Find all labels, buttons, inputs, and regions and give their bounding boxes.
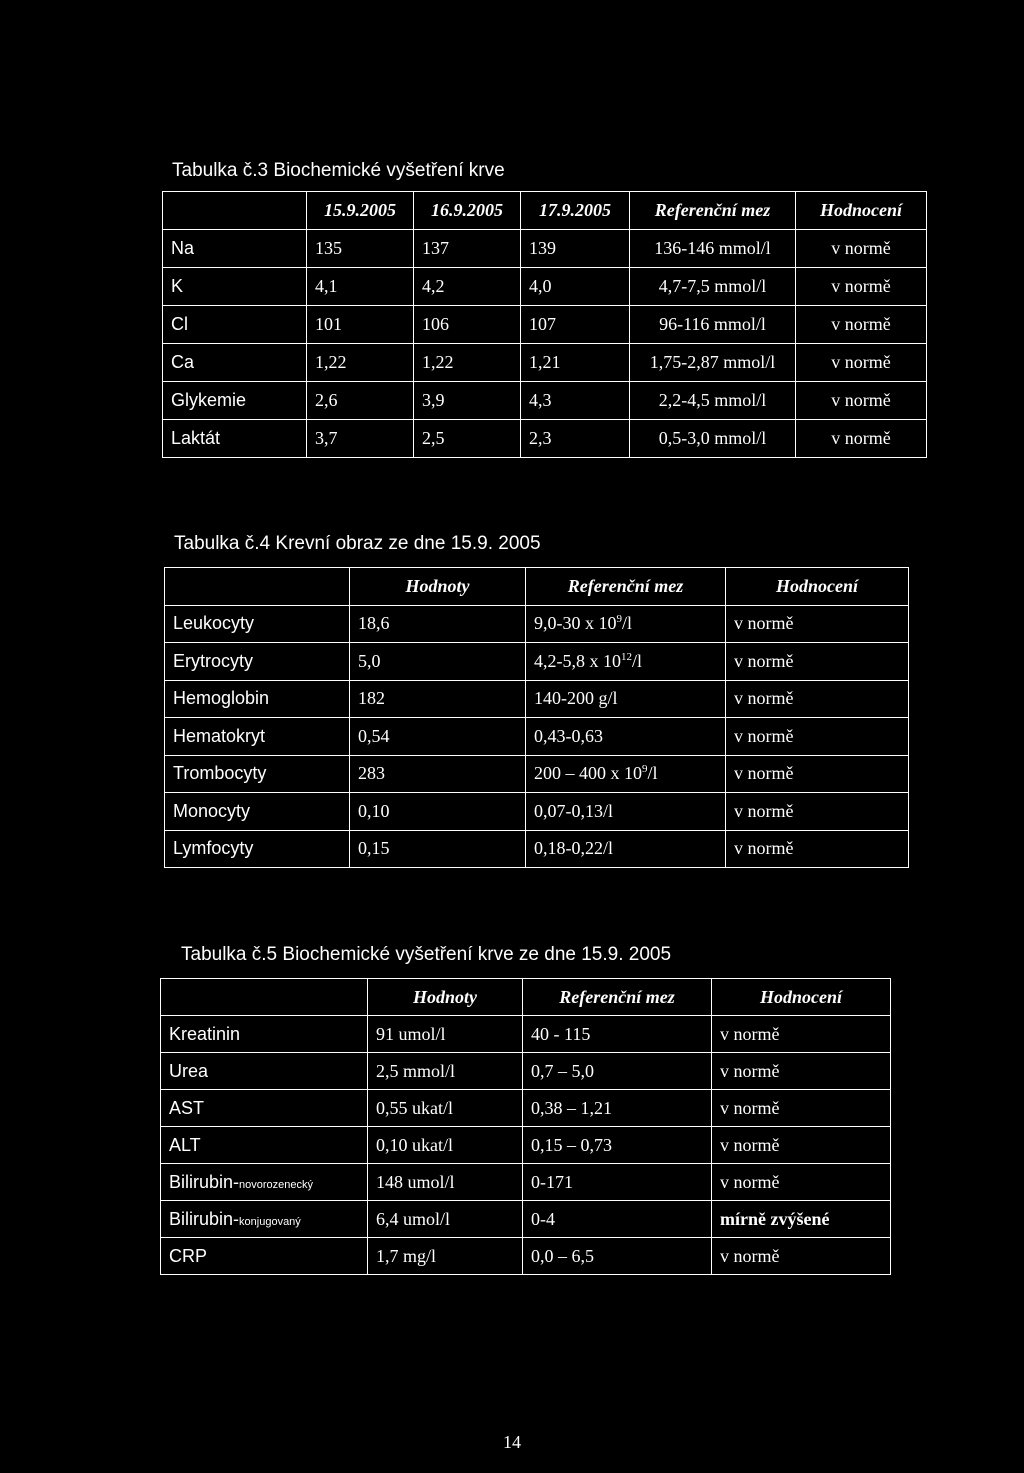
reference-cell bbox=[526, 718, 726, 756]
row-label-text: Urea bbox=[169, 1060, 209, 1081]
reference-cell bbox=[526, 830, 726, 868]
reference-exponent: 12 bbox=[621, 650, 632, 663]
evaluation-cell: v normě bbox=[726, 793, 909, 831]
value-cell: 0,54 bbox=[350, 718, 526, 756]
table-cell: 4,7-7,5 mmol/l bbox=[630, 268, 796, 306]
table-cell: 2,2-4,5 mmol/l bbox=[630, 382, 796, 420]
table-row bbox=[165, 680, 909, 718]
value-cell: 5,0 bbox=[350, 643, 526, 681]
reference-cell bbox=[526, 605, 726, 643]
table-cell: 101 bbox=[307, 306, 414, 344]
reference-exponent: 9 bbox=[616, 613, 622, 626]
table-row bbox=[165, 718, 909, 756]
value-cell: 91 umol/l bbox=[368, 1016, 523, 1053]
table-row bbox=[163, 344, 927, 382]
row-label bbox=[161, 1016, 368, 1053]
evaluation-cell: v normě bbox=[712, 1164, 891, 1201]
row-label bbox=[161, 1127, 368, 1164]
table-row bbox=[163, 420, 927, 458]
table-cell: 1,75-2,87 mmol/l bbox=[630, 344, 796, 382]
table-row bbox=[161, 1201, 891, 1238]
value-cell: 6,4 umol/l bbox=[368, 1201, 523, 1238]
evaluation-cell: v normě bbox=[712, 1090, 891, 1127]
table-cell: v normě bbox=[796, 344, 927, 382]
row-label-text: AST bbox=[169, 1097, 205, 1118]
table-row bbox=[165, 643, 909, 681]
blood-count-table bbox=[164, 567, 909, 868]
column-header bbox=[163, 192, 307, 230]
value-cell: 1,7 mg/l bbox=[368, 1238, 523, 1275]
row-label bbox=[161, 1201, 368, 1238]
table-row bbox=[161, 1016, 891, 1053]
table-row bbox=[165, 605, 909, 643]
table-row bbox=[163, 306, 927, 344]
evaluation-cell: v normě bbox=[726, 680, 909, 718]
table-header-row bbox=[165, 568, 909, 606]
table-cell: 2,3 bbox=[521, 420, 630, 458]
row-label: Laktát bbox=[163, 420, 307, 458]
row-label bbox=[161, 1090, 368, 1127]
table3-caption: Tabulka č.3 Biochemické vyšetření krve bbox=[172, 160, 505, 181]
reference-cell: 0,38 – 1,21 bbox=[523, 1090, 712, 1127]
column-header bbox=[161, 979, 368, 1016]
page-number: 14 bbox=[503, 1432, 521, 1452]
reference-text: 4,2-5,8 x 10 bbox=[534, 650, 621, 671]
row-label-text: CRP bbox=[169, 1245, 208, 1266]
table-row bbox=[161, 1127, 891, 1164]
row-label: Monocyty bbox=[165, 793, 350, 831]
table-cell: 106 bbox=[414, 306, 521, 344]
table-cell: v normě bbox=[796, 230, 927, 268]
table4-caption: Tabulka č.4 Krevní obraz ze dne 15.9. 2005 bbox=[174, 533, 541, 554]
table-cell: 3,7 bbox=[307, 420, 414, 458]
column-header: Hodnocení bbox=[796, 192, 927, 230]
table-row bbox=[161, 1238, 891, 1275]
row-label: Lymfocyty bbox=[165, 830, 350, 868]
table-row bbox=[161, 1053, 891, 1090]
reference-unit: /l bbox=[647, 763, 658, 784]
column-header: 15.9.2005 bbox=[307, 192, 414, 230]
table-cell: 137 bbox=[414, 230, 521, 268]
evaluation-cell: v normě bbox=[726, 830, 909, 868]
row-label: Erytrocyty bbox=[165, 643, 350, 681]
reference-cell: 0-4 bbox=[523, 1201, 712, 1238]
table-row bbox=[161, 1164, 891, 1201]
reference-unit: /l bbox=[632, 650, 643, 671]
reference-cell bbox=[526, 643, 726, 681]
table-cell: 0,5-3,0 mmol/l bbox=[630, 420, 796, 458]
table-cell: 1,22 bbox=[307, 344, 414, 382]
column-header bbox=[165, 568, 350, 606]
table-cell: 2,5 bbox=[414, 420, 521, 458]
evaluation-cell: v normě bbox=[726, 643, 909, 681]
column-header: 17.9.2005 bbox=[521, 192, 630, 230]
column-header: Hodnoty bbox=[350, 568, 526, 606]
row-label: Cl bbox=[163, 306, 307, 344]
table-header-row bbox=[163, 192, 927, 230]
column-header: Hodnocení bbox=[726, 568, 909, 606]
table-row bbox=[163, 268, 927, 306]
row-label-text: Kreatinin bbox=[169, 1023, 241, 1044]
table-header-row bbox=[161, 979, 891, 1016]
value-cell: 182 bbox=[350, 680, 526, 718]
reference-unit: /l bbox=[622, 613, 633, 634]
evaluation-cell: v normě bbox=[726, 755, 909, 793]
reference-cell: 40 - 115 bbox=[523, 1016, 712, 1053]
table-cell: 136-146 mmol/l bbox=[630, 230, 796, 268]
table-row bbox=[163, 382, 927, 420]
row-label-text: Bilirubin- bbox=[169, 1208, 240, 1229]
row-label-subscript: novorozenecký bbox=[239, 1178, 314, 1191]
table-cell: 139 bbox=[521, 230, 630, 268]
table-cell: 4,0 bbox=[521, 268, 630, 306]
table-cell: 3,9 bbox=[414, 382, 521, 420]
row-label bbox=[161, 1164, 368, 1201]
evaluation-cell: v normě bbox=[726, 718, 909, 756]
table-cell: 1,22 bbox=[414, 344, 521, 382]
reference-text: 9,0-30 x 10 bbox=[534, 613, 617, 634]
reference-text: 0,43-0,63 bbox=[534, 725, 603, 746]
row-label: Hematokryt bbox=[165, 718, 350, 756]
reference-cell: 0,15 – 0,73 bbox=[523, 1127, 712, 1164]
evaluation-cell: mírně zvýšené bbox=[712, 1201, 891, 1238]
row-label bbox=[161, 1053, 368, 1090]
reference-cell: 0,0 – 6,5 bbox=[523, 1238, 712, 1275]
table-cell: 4,1 bbox=[307, 268, 414, 306]
table5-caption: Tabulka č.5 Biochemické vyšetření krve ze dne 15.9. 2005 bbox=[181, 944, 672, 965]
reference-text: 140-200 g/l bbox=[534, 688, 618, 709]
table-cell: 4,3 bbox=[521, 382, 630, 420]
value-cell: 0,10 bbox=[350, 793, 526, 831]
reference-exponent: 9 bbox=[642, 763, 648, 776]
table-cell: 2,6 bbox=[307, 382, 414, 420]
biochemistry-day-table bbox=[160, 978, 891, 1275]
biochemistry-table bbox=[162, 191, 927, 458]
value-cell: 0,55 ukat/l bbox=[368, 1090, 523, 1127]
table-cell: 4,2 bbox=[414, 268, 521, 306]
column-header: Referenční mez bbox=[523, 979, 712, 1016]
table-cell: 1,21 bbox=[521, 344, 630, 382]
evaluation-cell: v normě bbox=[712, 1053, 891, 1090]
table-row bbox=[165, 793, 909, 831]
reference-cell bbox=[526, 793, 726, 831]
reference-text: 0,07-0,13/l bbox=[534, 800, 613, 821]
row-label-subscript: konjugovaný bbox=[239, 1215, 301, 1228]
value-cell: 283 bbox=[350, 755, 526, 793]
column-header: 16.9.2005 bbox=[414, 192, 521, 230]
table-cell: v normě bbox=[796, 420, 927, 458]
table-row bbox=[163, 230, 927, 268]
table-cell: 135 bbox=[307, 230, 414, 268]
table-row bbox=[165, 830, 909, 868]
reference-cell bbox=[526, 680, 726, 718]
value-cell: 2,5 mmol/l bbox=[368, 1053, 523, 1090]
column-header: Hodnocení bbox=[712, 979, 891, 1016]
reference-text: 0,18-0,22/l bbox=[534, 838, 613, 859]
table-cell: v normě bbox=[796, 268, 927, 306]
reference-cell: 0,7 – 5,0 bbox=[523, 1053, 712, 1090]
evaluation-cell: v normě bbox=[712, 1238, 891, 1275]
row-label: Leukocyty bbox=[165, 605, 350, 643]
value-cell: 0,15 bbox=[350, 830, 526, 868]
column-header: Referenční mez bbox=[526, 568, 726, 606]
table-cell: 96-116 mmol/l bbox=[630, 306, 796, 344]
table-cell: v normě bbox=[796, 306, 927, 344]
row-label-text: ALT bbox=[169, 1134, 201, 1155]
reference-text: 200 – 400 x 10 bbox=[534, 763, 642, 784]
row-label: Ca bbox=[163, 344, 307, 382]
evaluation-cell: v normě bbox=[712, 1016, 891, 1053]
value-cell: 148 umol/l bbox=[368, 1164, 523, 1201]
table-row bbox=[161, 1090, 891, 1127]
table-cell: 107 bbox=[521, 306, 630, 344]
row-label bbox=[161, 1238, 368, 1275]
reference-cell bbox=[526, 755, 726, 793]
row-label: Na bbox=[163, 230, 307, 268]
table-cell: v normě bbox=[796, 382, 927, 420]
evaluation-cell: v normě bbox=[726, 605, 909, 643]
row-label: Trombocyty bbox=[165, 755, 350, 793]
row-label: Glykemie bbox=[163, 382, 307, 420]
value-cell: 18,6 bbox=[350, 605, 526, 643]
row-label-text: Bilirubin- bbox=[169, 1171, 240, 1192]
row-label: Hemoglobin bbox=[165, 680, 350, 718]
column-header: Hodnoty bbox=[368, 979, 523, 1016]
value-cell: 0,10 ukat/l bbox=[368, 1127, 523, 1164]
column-header: Referenční mez bbox=[630, 192, 796, 230]
evaluation-cell: v normě bbox=[712, 1127, 891, 1164]
reference-cell: 0-171 bbox=[523, 1164, 712, 1201]
table-row bbox=[165, 755, 909, 793]
row-label: K bbox=[163, 268, 307, 306]
